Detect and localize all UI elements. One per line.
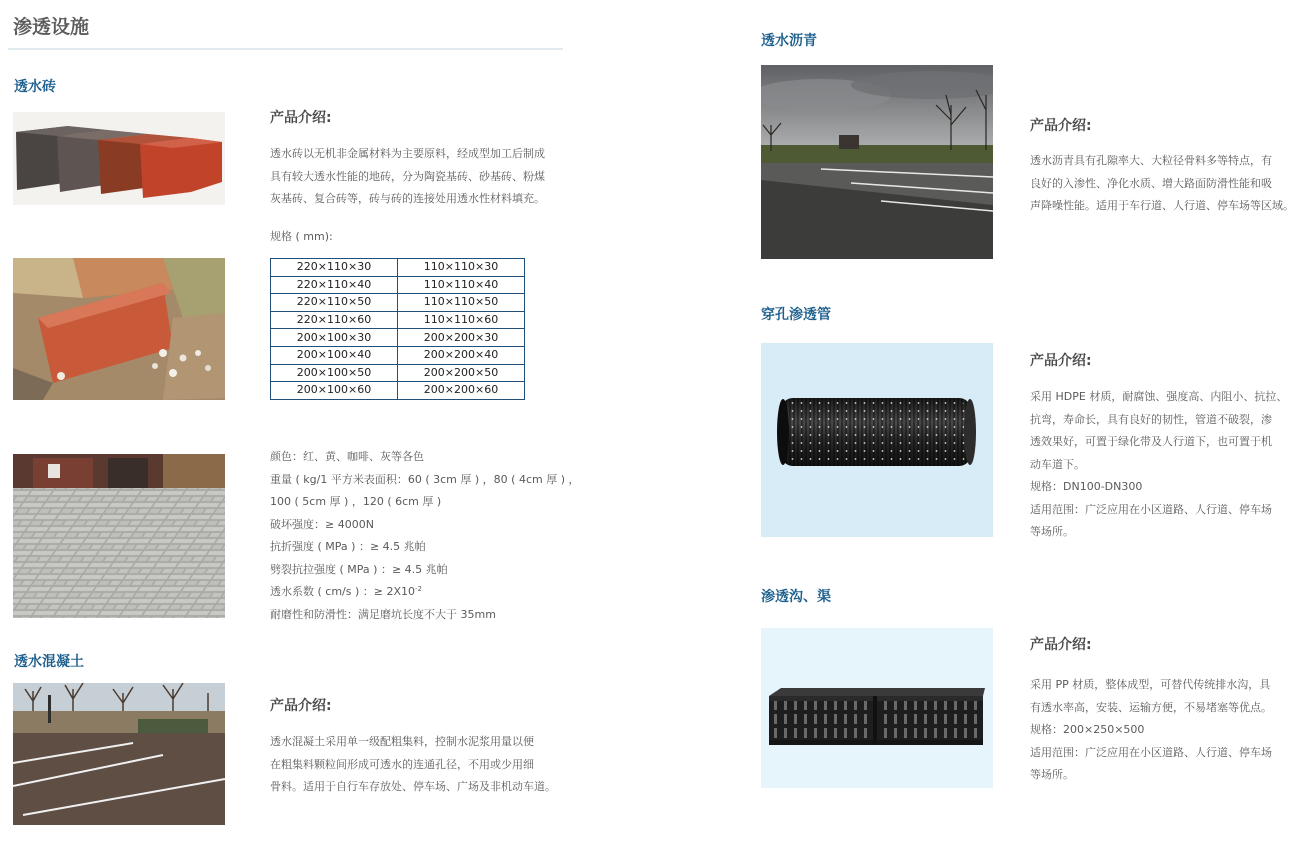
- trench-spec: 规格：200×250×500: [1030, 723, 1145, 736]
- prop-strength: 破坏强度：≥ 4000N: [270, 517, 374, 531]
- spec-cell: 200×100×50: [271, 364, 398, 382]
- trench-intro-title: 产品介绍:: [1030, 637, 1092, 653]
- prop-permeability-exponent: -2: [415, 585, 422, 593]
- concrete-photo: [13, 683, 225, 825]
- spec-cell: 200×100×40: [271, 346, 398, 364]
- spec-row: [271, 276, 525, 294]
- spec-row: [271, 346, 525, 364]
- section-title-trench: 渗透沟、渠: [761, 589, 831, 605]
- concrete-intro-title: 产品介绍:: [270, 698, 332, 714]
- trench-intro-line: 有透水率高，安装、运输方便，不易堵塞等优点。: [1030, 700, 1272, 714]
- spec-cell: 110×110×60: [398, 311, 525, 329]
- pipe-intro-line: 动车道下。: [1030, 457, 1085, 471]
- spec-cell: 220×110×40: [271, 276, 398, 294]
- spec-row: [271, 329, 525, 347]
- spec-cell: 110×110×40: [398, 276, 525, 294]
- spec-cell: 110×110×30: [398, 259, 525, 277]
- spec-label: 规格 ( mm):: [270, 230, 333, 243]
- trench-intro-line: 采用 PP 材质，整体成型，可替代传统排水沟，具: [1030, 678, 1271, 691]
- prop-weight-cont: 100 ( 5cm 厚 ) ，120 ( 6cm 厚 ): [270, 495, 442, 508]
- spec-cell: 220×110×50: [271, 294, 398, 312]
- brick-intro-text: [270, 143, 545, 211]
- spec-cell: 220×110×30: [271, 259, 398, 277]
- brick-photo-1: [13, 112, 225, 205]
- spec-table: [270, 258, 525, 400]
- spec-row: [271, 364, 525, 382]
- spec-row: [271, 311, 525, 329]
- prop-flexural: 抗折强度 ( MPa ) ：≥ 4.5 兆帕: [270, 540, 426, 553]
- section-title-pipe: 穿孔渗透管: [761, 307, 831, 323]
- brick-photo-2: [13, 258, 225, 400]
- trench-scope-cont: 等场所。: [1030, 768, 1074, 781]
- brick-photo-3: [13, 454, 225, 618]
- title-divider: [8, 48, 563, 50]
- asphalt-intro-line: 声降噪性能。适用于车行道、人行道、停车场等区域。: [1030, 199, 1294, 212]
- prop-wear: 耐磨性和防滑性：满足磨坑长度不大于 35mm: [270, 607, 496, 621]
- prop-permeability-text: 透水系数 ( cm/s ) ：≥ 2X10: [270, 585, 416, 598]
- pipe-intro-title: 产品介绍:: [1030, 353, 1092, 369]
- spec-cell: 110×110×50: [398, 294, 525, 312]
- brick-intro-title: 产品介绍:: [270, 110, 332, 126]
- spec-cell: 200×100×60: [271, 382, 398, 400]
- spec-row: [271, 294, 525, 312]
- pipe-intro-text: [1030, 386, 1287, 544]
- brick-properties: [270, 446, 580, 626]
- pipe-intro-line: 抗弯，寿命长，具有良好的韧性，管道不破裂，渗: [1030, 412, 1272, 426]
- brick-intro-line: 具有较大透水性能的地砖，分为陶瓷基砖、砂基砖、粉煤: [270, 169, 545, 183]
- pipe-spec: 规格：DN100-DN300: [1030, 480, 1143, 493]
- section-title-brick: 透水砖: [14, 79, 56, 95]
- asphalt-intro-line: 良好的入渗性、净化水质、增大路面防滑性能和吸: [1030, 176, 1272, 190]
- concrete-intro-line: 骨料。适用于自行车存放处、停车场、广场及非机动车道。: [270, 780, 556, 793]
- brick-intro-line: 透水砖以无机非金属材料为主要原料，经成型加工后制成: [270, 147, 545, 160]
- pipe-intro-line: 透效果好，可置于绿化带及人行道下，也可置于机: [1030, 435, 1272, 448]
- section-title-concrete: 透水混凝土: [14, 654, 84, 670]
- asphalt-intro-line: 透水沥青具有孔隙率大、大粒径骨料多等特点，有: [1030, 154, 1272, 167]
- spec-cell: 200×200×60: [398, 382, 525, 400]
- spec-row: [271, 382, 525, 400]
- pipe-scope-cont: 等场所。: [1030, 525, 1074, 538]
- spec-cell: 200×200×40: [398, 346, 525, 364]
- prop-weight: 重量 ( kg/1 平方米表面积：60 ( 3cm 厚 ) ，80 ( 4cm 厚 ) ，: [270, 472, 580, 486]
- brick-intro-line: 灰基砖、复合砖等，砖与砖的连接处用透水性材料填充。: [270, 192, 545, 205]
- spec-row: [271, 259, 525, 277]
- page-title: 渗透设施: [13, 16, 90, 38]
- trench-scope: 适用范围：广泛应用在小区道路、人行道、停车场: [1030, 745, 1272, 759]
- concrete-intro-text: [270, 731, 556, 799]
- spec-cell: 200×100×30: [271, 329, 398, 347]
- pipe-intro-line: 采用 HDPE 材质，耐腐蚀、强度高、内阻小、抗拉、: [1030, 390, 1288, 403]
- spec-cell: 200×200×50: [398, 364, 525, 382]
- asphalt-intro-text: [1030, 150, 1294, 218]
- trench-intro-text: [1030, 674, 1272, 787]
- asphalt-photo: [761, 65, 993, 259]
- prop-color: 颜色：红、黄、咖啡、灰等各色: [270, 450, 424, 463]
- trench-photo: [761, 628, 993, 788]
- asphalt-intro-title: 产品介绍:: [1030, 118, 1092, 134]
- spec-cell: 220×110×60: [271, 311, 398, 329]
- prop-splitting: 劈裂抗拉强度 ( MPa ) ：≥ 4.5 兆帕: [270, 562, 448, 576]
- spec-cell: 200×200×30: [398, 329, 525, 347]
- pipe-scope: 适用范围：广泛应用在小区道路、人行道、停车场: [1030, 502, 1272, 516]
- concrete-intro-line: 在粗集料颗粒间形成可透水的连通孔径，不用或少用细: [270, 757, 534, 771]
- prop-permeability: [270, 581, 580, 604]
- section-title-asphalt: 透水沥青: [761, 33, 817, 49]
- pipe-photo: [761, 343, 993, 537]
- concrete-intro-line: 透水混凝土采用单一级配粗集料，控制水泥浆用量以便: [270, 735, 534, 748]
